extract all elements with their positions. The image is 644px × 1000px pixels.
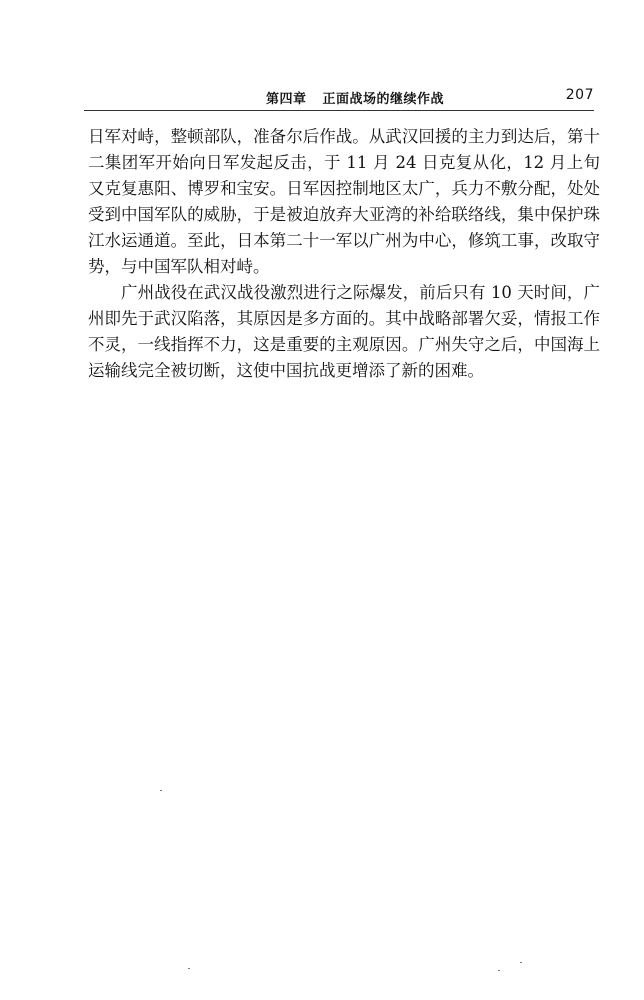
scan-speck (498, 970, 500, 971)
scan-speck (160, 790, 162, 791)
section-title: 正面战场的继续作战 (322, 92, 445, 107)
chapter-label: 第四章 (266, 92, 307, 107)
running-head (266, 88, 444, 107)
paragraph: 广州战役在武汉战役激烈进行之际爆发，前后只有 10 天时间，广州即先于武汉陷落，其原因是多方面的。其中战略部署欠妥，情报工作不灵，一线指挥不力，这是重要的主观原因。广州失守之后，中国海上运输线完全被切断，这使中国抗战更增添了新的困难。 (88, 283, 600, 380)
page-header (84, 84, 594, 111)
page-number: 207 (565, 87, 594, 103)
body-text (88, 124, 600, 384)
scan-speck (520, 962, 522, 963)
paragraph-continued: 日军对峙，整顿部队，准备尔后作战。从武汉回援的主力到达后，第十二集团军开始向日军发起反击，于 11 月 24 日克复从化，12 月上旬又克复惠阳、博罗和宝安。日军因控制地区太广，兵力不敷分配，处处受到中国军队的威胁，于是被迫放弃大亚湾的补给联络线，集中保护珠江水运通道。至此，日本第二十一军以广州为中心，修筑工事，改取守势，与中国军队相对峙。 (88, 127, 600, 276)
scan-speck (188, 968, 190, 969)
